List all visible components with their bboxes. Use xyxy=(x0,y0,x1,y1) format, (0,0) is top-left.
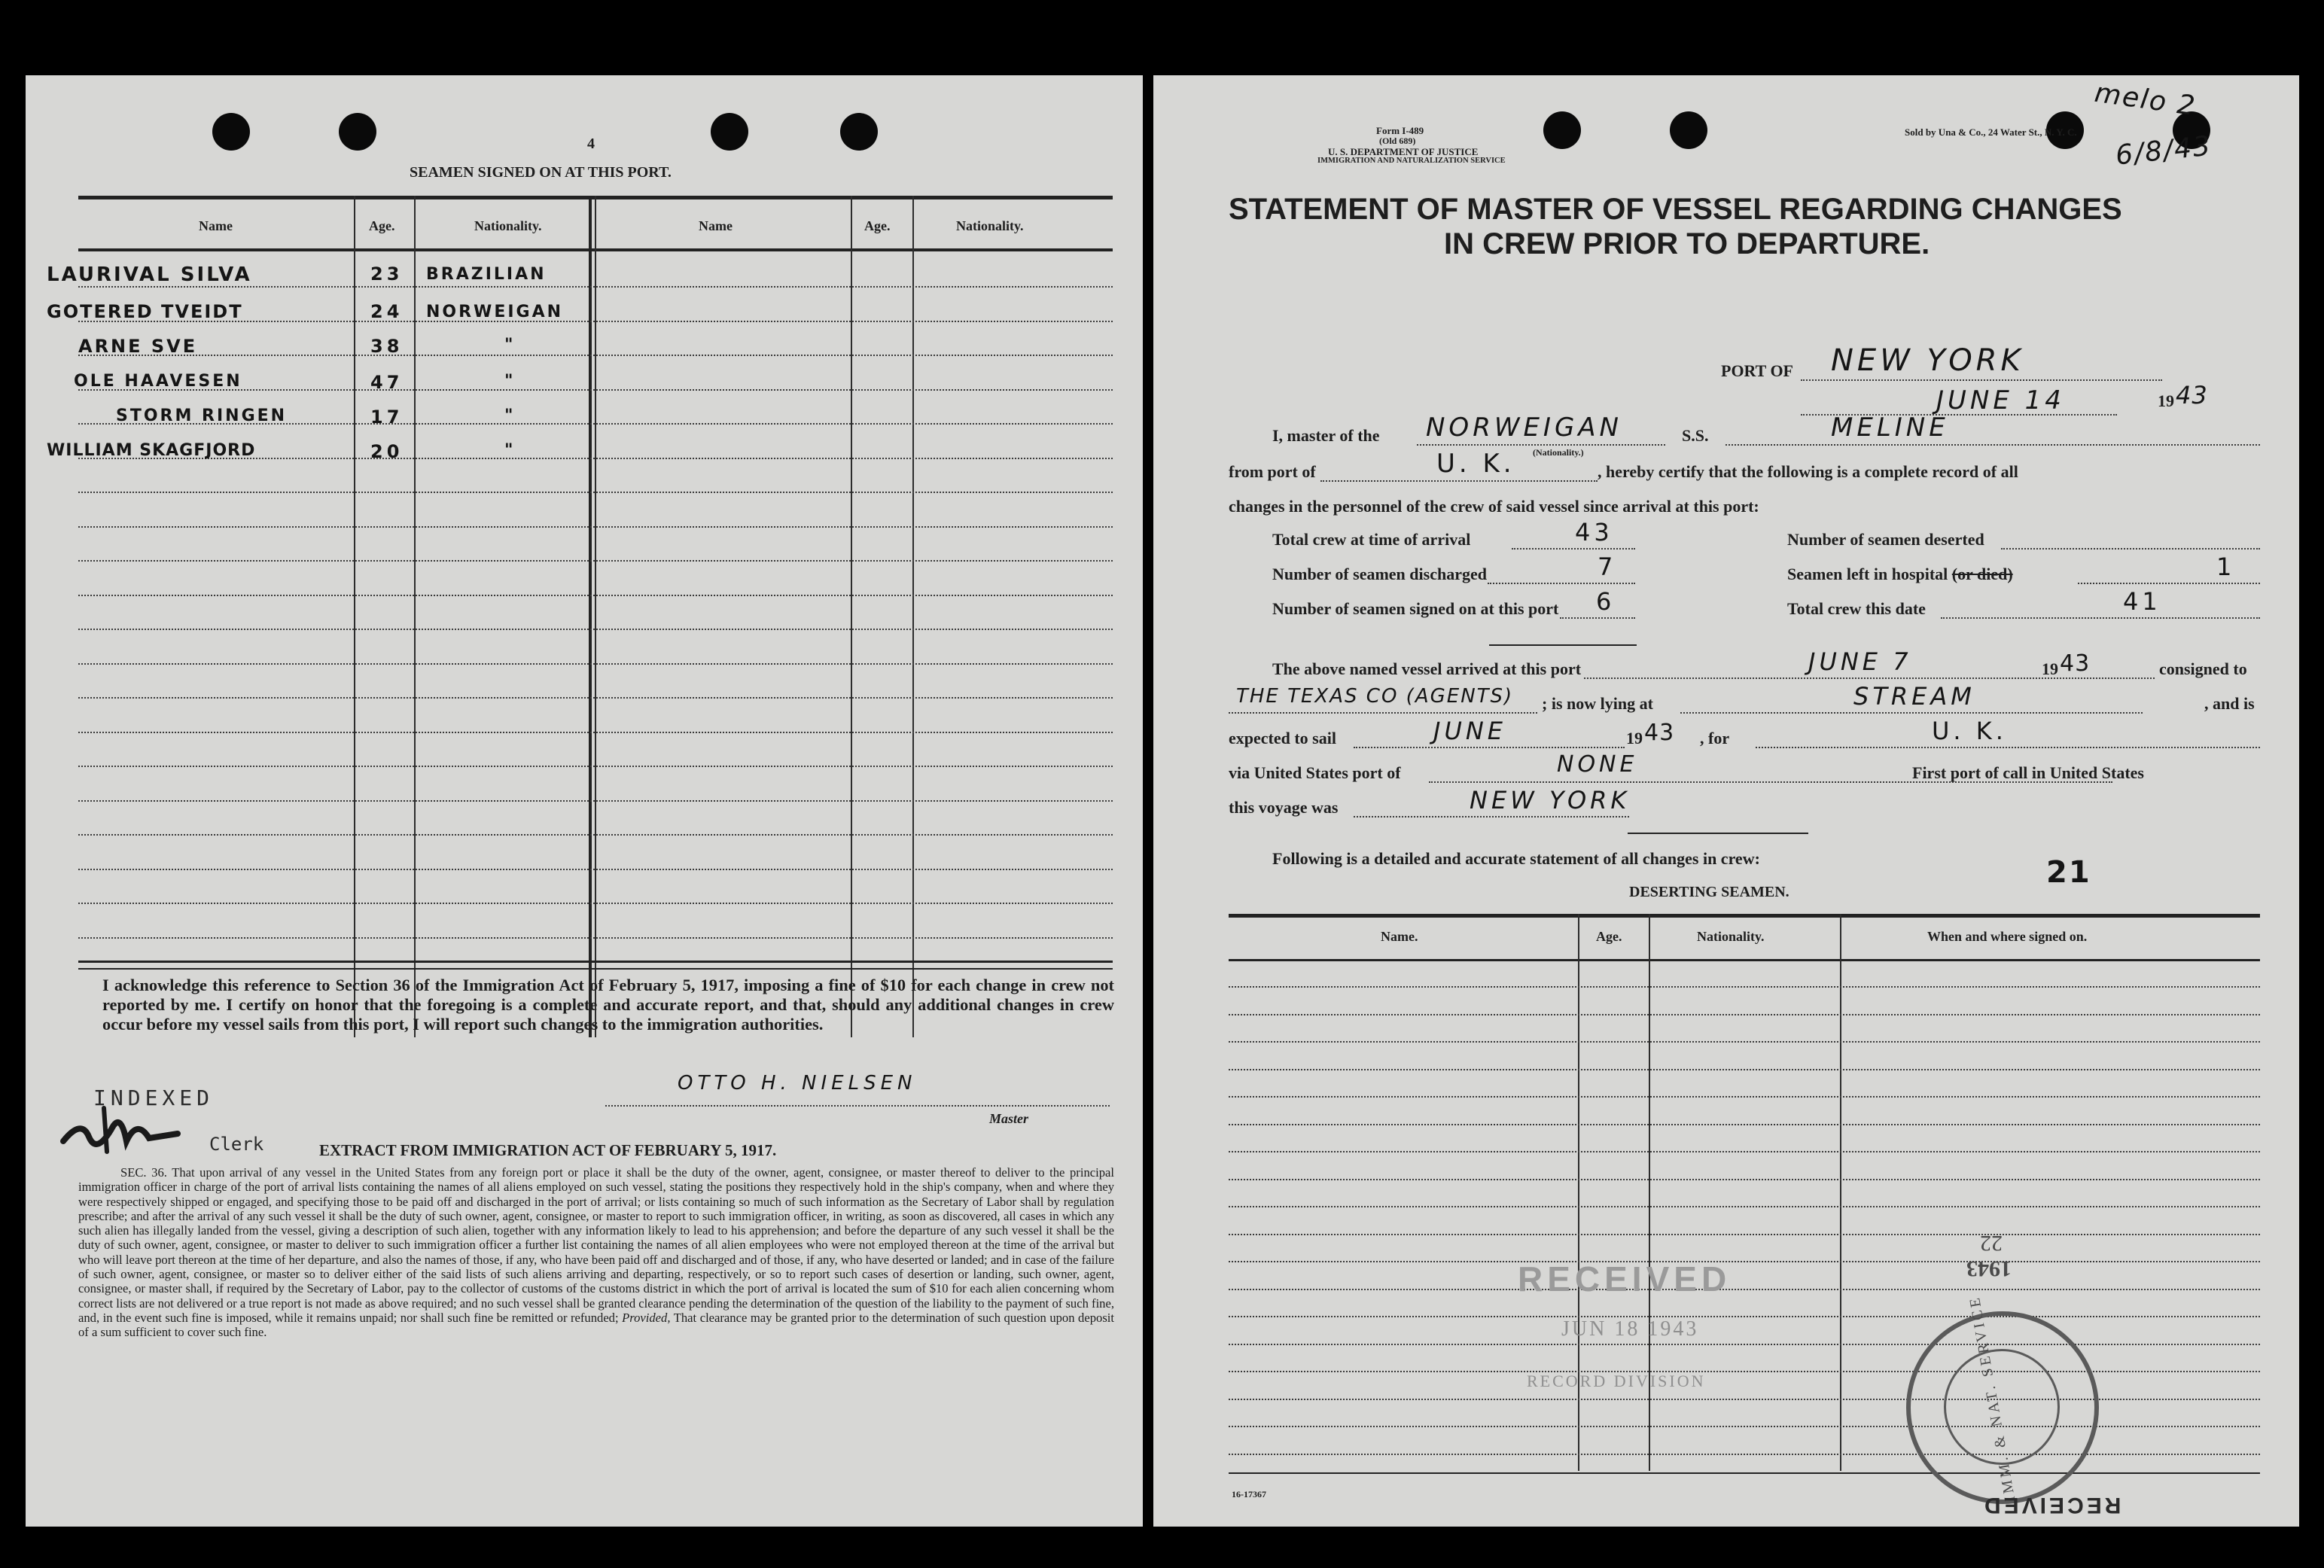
nationality-line xyxy=(1417,444,1665,446)
punch-hole xyxy=(840,113,878,151)
row-line xyxy=(1229,1454,2260,1455)
deserting-header-age: Age. xyxy=(1596,929,1622,944)
acknowledgement-text: I acknowledge this reference to Section 36 of the Immigration Act of February 5, 1917, imposing a fine of $10 for each change in crew not reported by me. I certify on honor that the foregoing is a complete and accurate report, and that, should any additional changes in crew occur before my vessel sails from this port, I will report such changes to the immigration authorities. xyxy=(102,976,1114,1034)
row-line xyxy=(78,697,1113,699)
and-is-label: , and is xyxy=(2204,694,2255,713)
round-stamp-inner xyxy=(1944,1349,2060,1465)
seaman-name: OLE HAAVESEN xyxy=(74,372,242,391)
stat-line xyxy=(1512,548,1635,550)
stat-label-signed-on: Number of seamen signed on at this port xyxy=(1272,599,1559,618)
row-line xyxy=(1229,1399,2260,1400)
seaman-nationality: " xyxy=(504,372,517,391)
seaman-name: GOTERED TVEIDT xyxy=(47,301,243,322)
voyage-label: this voyage was xyxy=(1229,798,1339,817)
round-stamp-ring-text: IMM. & NAT. SERVICE xyxy=(1966,1293,2019,1503)
arrived-label: The above named vessel arrived at this port xyxy=(1272,659,1582,678)
deserting-title: DESERTING SEAMEN. xyxy=(1629,884,1789,900)
arrived-year-prefix: 19 xyxy=(2042,659,2058,678)
row-line xyxy=(78,492,1113,493)
year-value: 43 xyxy=(2176,381,2208,410)
seaman-age: 38 xyxy=(370,336,404,357)
deserting-top-rule xyxy=(1229,914,2260,918)
stat-line xyxy=(2001,548,2260,550)
port-line xyxy=(1801,379,2162,381)
seaman-name: LAURIVAL SILVA xyxy=(47,263,252,286)
table-bottom-rule xyxy=(78,961,1113,963)
punch-hole xyxy=(1670,111,1707,149)
section-title: SEAMEN SIGNED ON AT THIS PORT. xyxy=(410,164,672,181)
ss-label: S.S. xyxy=(1682,426,1709,445)
stat-label-discharged: Number of seamen discharged xyxy=(1272,565,1487,583)
date-value: JUNE 14 xyxy=(1936,385,2065,416)
row-line xyxy=(1229,1041,2260,1043)
port-value: NEW YORK xyxy=(1831,343,2024,378)
master-label: Master xyxy=(989,1111,1029,1126)
department-name: U. S. DEPARTMENT OF JUSTICE xyxy=(1328,146,1479,157)
seaman-age: 24 xyxy=(370,301,404,322)
seaman-nationality: NORWEIGAN xyxy=(426,303,564,321)
clerk-label: Clerk xyxy=(209,1134,264,1155)
from-port-value: U. K. xyxy=(1436,449,1515,479)
consignee-value: THE TEXAS CO (AGENTS) xyxy=(1236,685,1514,708)
printer-credit: Sold by Una & Co., 24 Water St., N. Y. C. xyxy=(1905,126,2077,138)
vessel-value: MELINE xyxy=(1831,413,1949,443)
arrived-value: JUNE 7 xyxy=(1808,647,1912,676)
stat-line xyxy=(1560,617,1635,619)
column-header-name-2: Name xyxy=(699,218,733,233)
stat-underline xyxy=(1489,644,1637,646)
lying-value: STREAM xyxy=(1853,682,1975,711)
consigned-label: consigned to xyxy=(2159,659,2247,678)
received-date: JUN 18 1943 xyxy=(1561,1317,1699,1341)
year-prefix: 19 xyxy=(2158,391,2174,410)
row-line xyxy=(78,595,1113,596)
row-line xyxy=(78,834,1113,836)
stat-label-deserted: Number of seamen deserted xyxy=(1787,530,1984,549)
seaman-nationality: " xyxy=(504,406,517,425)
seaman-nationality: " xyxy=(504,441,517,460)
expected-year: 43 xyxy=(1644,720,1675,746)
stat-line xyxy=(1488,583,1635,584)
section-body: That upon arrival of any vessel in the United States from any foreign port or place it shall be the duty of the owner, agent, consignee, or master thereof to deliver to the principal immigration officer in charge of the port of arrival lists containing the names of all aliens employed on such vessel, stating the positions they respectively hold in the ship's company, when and where they were respectively shipped or engaged, and specifying those to be paid off and discharged in the port of arrival; or lists containing so much of such information as the Secretary of Labor shall by regulation prescribe; and after the arrival of any such vessel it shall be the duty of such owner, agent, consignee, or master to report to such immigration officer, in writing, as soon as discovered, all cases in which any such alien has illegally landed from the vessel, giving a description of such alien, together with any information likely to lead to his apprehension; and before the departure of any such vessel it shall be the duty of such owner, agent, consignee, or master to deliver to such immigration officer a further list containing the names of all alien employees who were not employed thereon at the time of the arrival but who will leave port thereon at the time of her departure, and also the names of those, if any, who have been paid off and discharged and of those, if any, who have deserted or landed; and in case of the failure of such owner, agent, consignee, or master so to deliver either of the said lists of such aliens arriving and departing, respectively, or so to report such cases of desertion or landing, such owner, agent, consignee, or master shall, if required by the Secretary of Labor, pay to the collector of customs of the customs district in which the port of arrival is located the sum of $10 for each alien concerning whom correct lists are not delivered or a true report is not made as above required; and no such vessel shall be granted clearance pending the determination of the question of the liability to the payment of such fine, and, in the event such fine is imposed, while it remains unpaid; nor shall such fine be remitted or refunded; xyxy=(78,1165,1114,1325)
row-line xyxy=(78,903,1113,904)
row-line xyxy=(78,766,1113,767)
handwritten-date: 6/8/43 xyxy=(2114,130,2213,172)
row-line xyxy=(1229,1206,2260,1207)
right-page xyxy=(1153,75,2299,1527)
deserting-header-nationality: Nationality. xyxy=(1697,929,1765,944)
row-line xyxy=(78,869,1113,870)
form-code: 16-17367 xyxy=(1232,1489,1266,1499)
master-signature-line xyxy=(605,1105,1110,1107)
lying-label: ; is now lying at xyxy=(1542,694,1653,713)
row-line xyxy=(1229,1151,2260,1152)
consignee-line xyxy=(1229,712,1537,714)
row-line xyxy=(1229,1234,2260,1235)
column-header-age-2: Age. xyxy=(864,218,891,233)
row-line xyxy=(78,937,1113,939)
master-signature: OTTO H. NIELSEN xyxy=(678,1072,917,1095)
punch-hole xyxy=(212,113,250,151)
row-line xyxy=(1229,1316,2260,1317)
column-header-name: Name xyxy=(199,218,233,233)
row-line xyxy=(1229,986,2260,988)
nationality-caption: (Nationality.) xyxy=(1533,447,1584,458)
following-text: Following is a detailed and accurate statement of all changes in crew: xyxy=(1272,849,1760,868)
column-header-age: Age. xyxy=(369,218,395,233)
column-header-nationality-2: Nationality. xyxy=(956,218,1024,233)
stat-line xyxy=(2078,583,2260,584)
from-port-label: from port of xyxy=(1229,462,1316,481)
port-label: PORT OF xyxy=(1721,361,1793,380)
via-value: NONE xyxy=(1557,751,1638,778)
row-line xyxy=(1229,1426,2260,1427)
row-line xyxy=(1229,1069,2260,1070)
form-title-line-1: STATEMENT OF MASTER OF VESSEL REGARDING CHANGES xyxy=(1229,193,2122,226)
page-number: 4 xyxy=(587,135,595,152)
indexed-stamp: INDEXED xyxy=(93,1085,215,1110)
deserting-header-rule xyxy=(1229,959,2260,961)
struck-or-died: (or died) xyxy=(1951,565,2013,583)
stat-value-total-arrival: 43 xyxy=(1575,518,1613,547)
stat-value-discharged: 7 xyxy=(1598,553,1617,581)
extract-title: EXTRACT FROM IMMIGRATION ACT OF FEBRUARY 5, 1917. xyxy=(319,1141,777,1159)
row-line xyxy=(78,663,1113,665)
table-bottom-rule xyxy=(78,968,1113,970)
stat-label-hospital xyxy=(1787,565,2013,584)
seaman-name: WILLIAM SKAGFJORD xyxy=(47,441,256,460)
clerk-initials-mark xyxy=(59,1104,187,1156)
record-division: RECORD DIVISION xyxy=(1527,1372,1706,1390)
row-line xyxy=(78,286,1113,288)
vessel-line xyxy=(1725,444,2260,446)
round-stamp-day: 22 xyxy=(1980,1231,2003,1256)
seaman-name: ARNE SVE xyxy=(78,336,198,357)
left-page xyxy=(26,75,1143,1527)
stat-label-total-date: Total crew this date xyxy=(1787,599,1926,618)
row-line xyxy=(78,800,1113,802)
stat-value-total-date: 41 xyxy=(2123,587,2161,616)
first-port-label-right: First port of call in United States xyxy=(1912,763,2144,782)
received-stamp-inverted: RECEIVED xyxy=(1981,1493,2121,1518)
row-line xyxy=(78,732,1113,733)
handwritten-count: 21 xyxy=(2046,855,2091,890)
voyage-line xyxy=(1354,816,1629,817)
form-number: Form I-489 xyxy=(1376,125,1424,136)
for-line xyxy=(1756,747,2260,748)
expected-year-prefix: 19 xyxy=(1626,729,1643,747)
stat-label-total-arrival: Total crew at time of arrival xyxy=(1272,530,1471,549)
row-line xyxy=(78,629,1113,630)
row-line xyxy=(1229,1289,2260,1290)
form-old-number: (Old 689) xyxy=(1379,135,1416,146)
row-line xyxy=(1229,1261,2260,1262)
deserting-divider xyxy=(1840,914,1841,1471)
deserting-bottom-rule xyxy=(1229,1472,2260,1474)
service-name: IMMIGRATION AND NATURALIZATION SERVICE xyxy=(1317,157,1506,165)
section-label: SEC. 36. xyxy=(120,1165,167,1180)
seaman-age: 23 xyxy=(370,263,404,285)
received-stamp: RECEIVED xyxy=(1518,1259,1732,1299)
seaman-nationality: BRAZILIAN xyxy=(426,265,547,284)
expected-value: JUNE xyxy=(1433,717,1507,745)
changes-text: changes in the personnel of the crew of said vessel since arrival at this port: xyxy=(1229,497,1759,516)
row-line xyxy=(1229,1179,2260,1180)
via-label: via United States port of xyxy=(1229,763,1401,782)
master-of-label: I, master of the xyxy=(1272,426,1380,445)
seaman-name: STORM RINGEN xyxy=(116,406,288,425)
punch-hole xyxy=(339,113,376,151)
row-line xyxy=(78,526,1113,528)
row-line xyxy=(1229,1096,2260,1098)
voyage-underline xyxy=(1628,833,1808,834)
handwritten-note: melo 2 xyxy=(2092,77,2198,123)
for-label: , for xyxy=(1700,729,1730,747)
section-36-text xyxy=(78,1165,1114,1340)
certify-text: , hereby certify that the following is a complete record of all xyxy=(1598,462,2018,481)
from-port-line xyxy=(1320,480,1598,482)
deserting-header-name: Name. xyxy=(1381,929,1418,944)
expected-label: expected to sail xyxy=(1229,729,1336,747)
seaman-age: 47 xyxy=(370,372,404,393)
stat-value-hospital: 1 xyxy=(2216,553,2236,581)
row-line xyxy=(1229,1371,2260,1372)
proviso-word: Provided, xyxy=(622,1310,671,1325)
round-stamp-year: 1943 xyxy=(1966,1256,2012,1281)
punch-hole xyxy=(1543,111,1581,149)
for-value: U. K. xyxy=(1932,717,2007,745)
stat-line xyxy=(1941,617,2260,619)
arrived-line xyxy=(1584,677,2155,679)
lying-line xyxy=(1680,712,2143,714)
row-line xyxy=(1229,1344,2260,1345)
expected-line xyxy=(1354,747,1625,748)
row-line xyxy=(78,560,1113,562)
seaman-age: 17 xyxy=(370,406,404,428)
seaman-nationality: " xyxy=(504,336,517,355)
row-line xyxy=(1229,1124,2260,1125)
deserting-header-signed-on: When and where signed on. xyxy=(1927,929,2088,944)
stat-value-signed-on: 6 xyxy=(1596,587,1616,616)
punch-hole xyxy=(711,113,748,151)
arrived-year: 43 xyxy=(2060,650,2091,677)
voyage-value: NEW YORK xyxy=(1470,786,1631,814)
row-line xyxy=(78,355,1113,356)
row-line xyxy=(1229,1014,2260,1015)
stat-label-hospital-text: Seamen left in hospital xyxy=(1787,565,1948,583)
seaman-age: 20 xyxy=(370,441,404,462)
column-header-nationality: Nationality. xyxy=(474,218,542,233)
form-title-line-2: IN CREW PRIOR TO DEPARTURE. xyxy=(1444,227,1930,260)
section-tail: That clearance may be granted prior to the determination of such question upon deposit of a sum sufficient to cover such fine. xyxy=(78,1310,1114,1340)
round-date-stamp xyxy=(1906,1293,2099,1504)
nationality-value: NORWEIGAN xyxy=(1426,413,1622,443)
